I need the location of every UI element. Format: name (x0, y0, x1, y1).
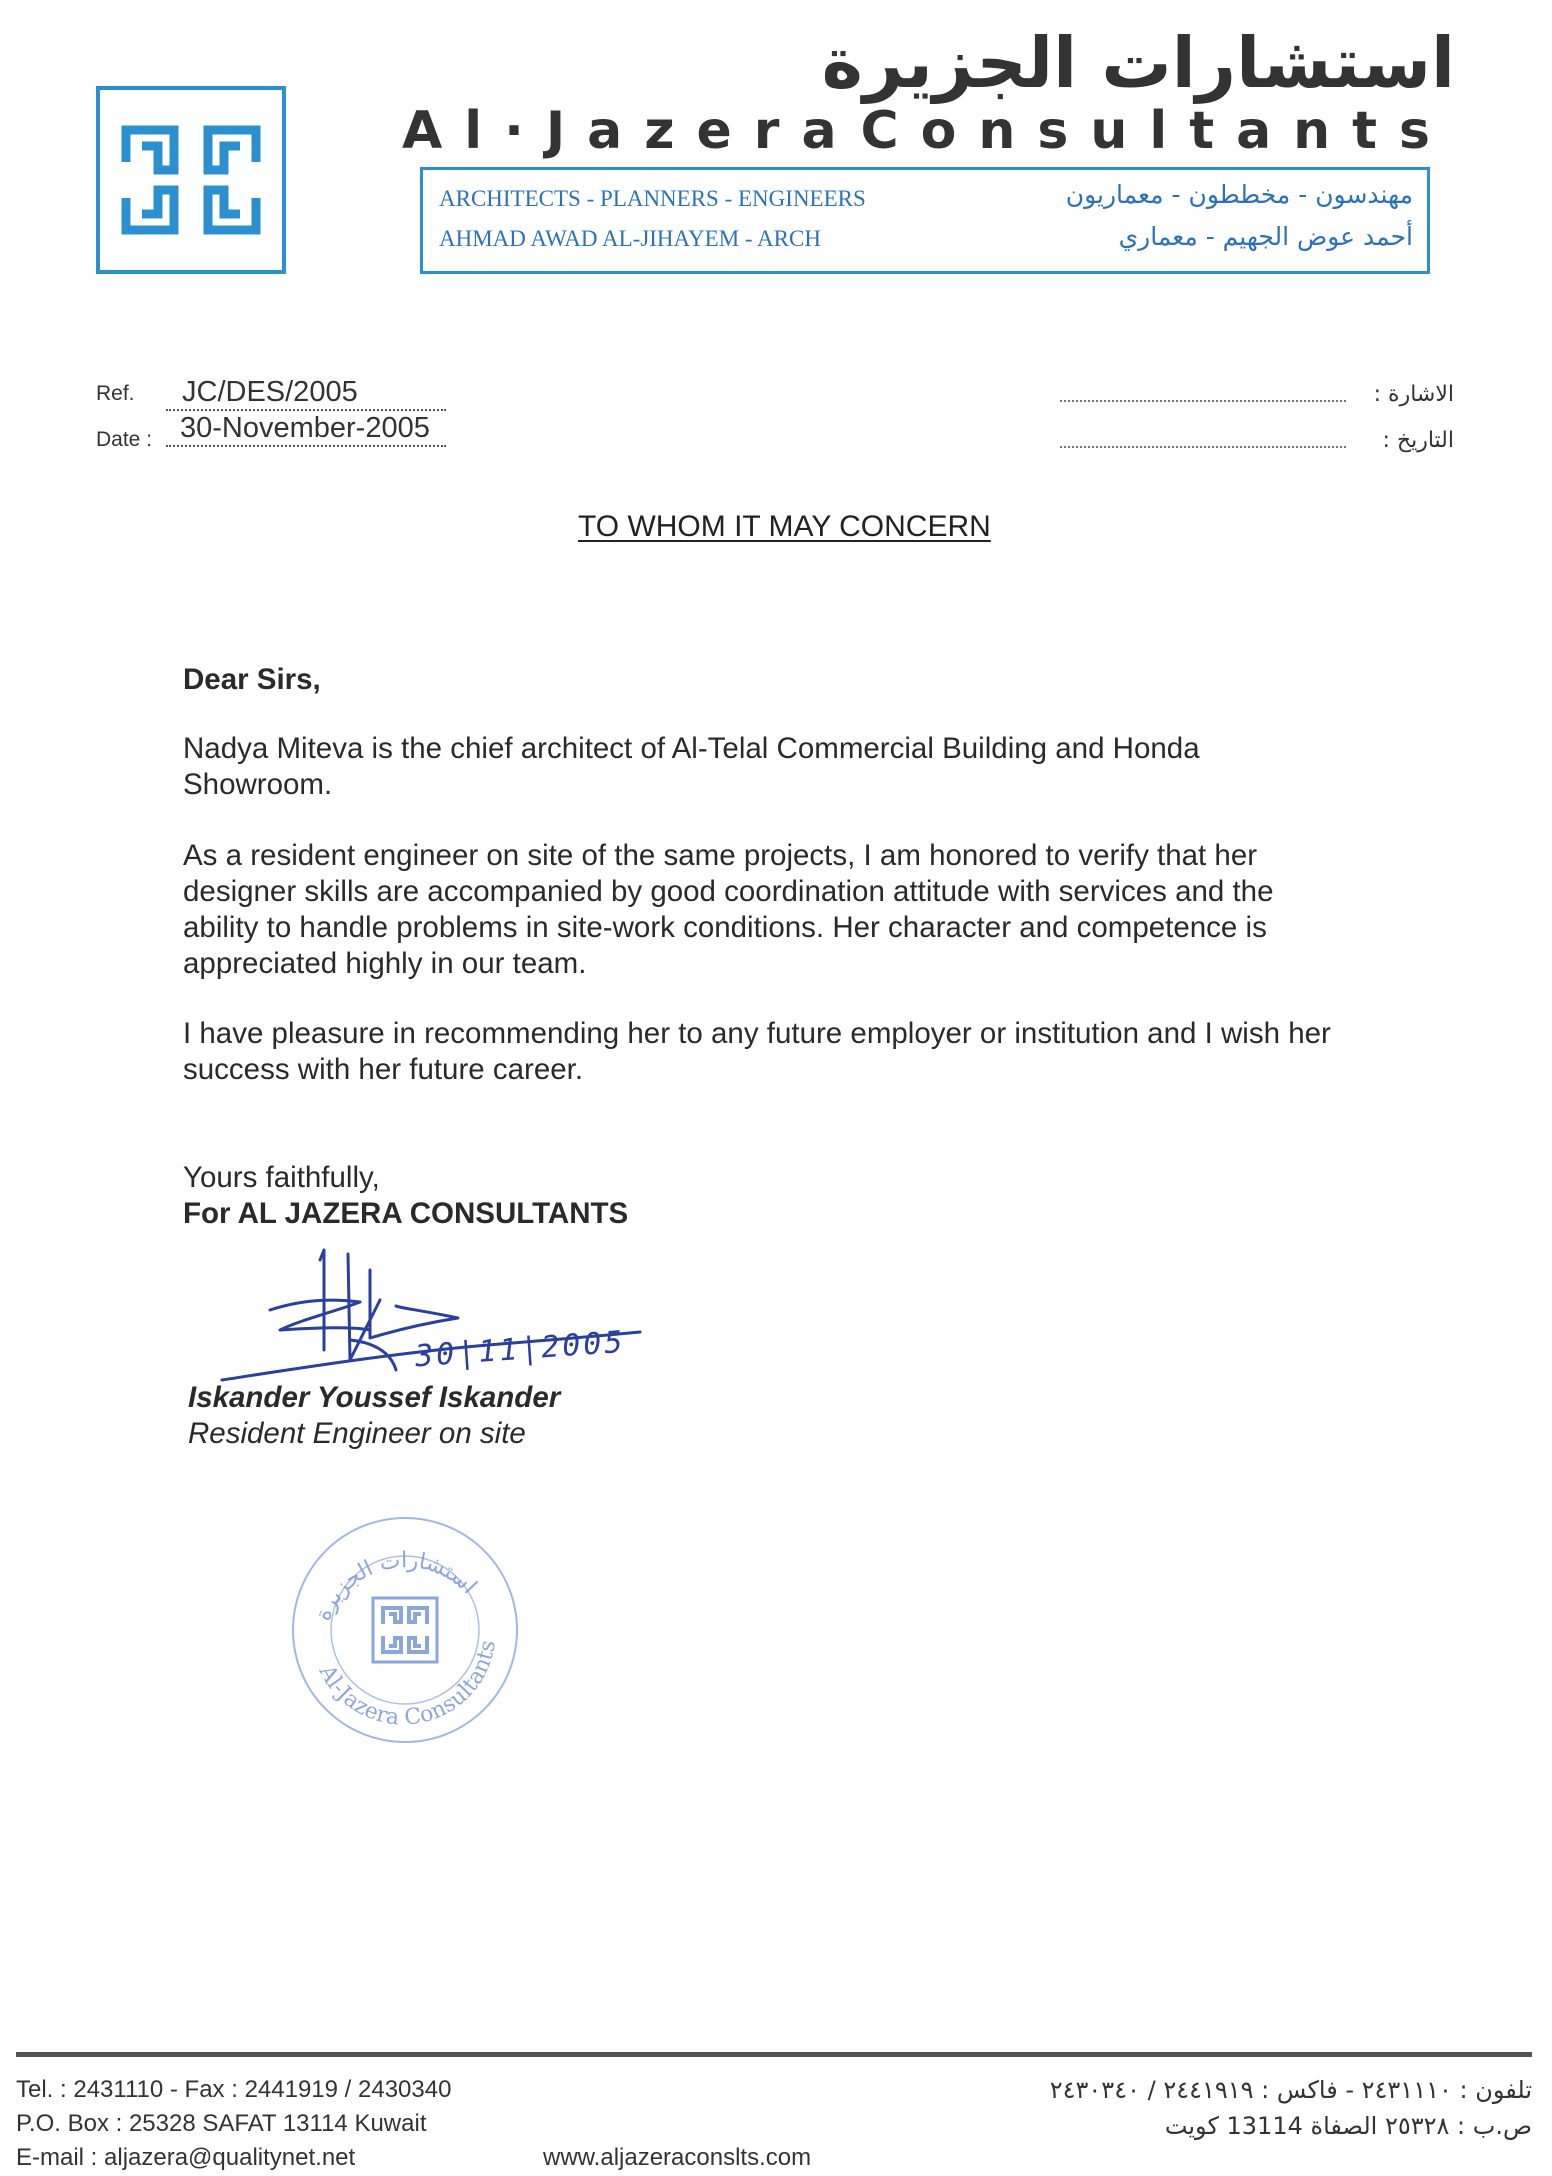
svg-text:Al-Jazera Consultants: Al-Jazera Consultants (313, 1638, 501, 1731)
footer-divider (16, 2052, 1532, 2057)
paragraph-line: Nadya Miteva is the chief architect of Al-Telal Commercial Building and Honda (183, 732, 1200, 765)
salutation: Dear Sirs, (183, 663, 321, 696)
paragraph-line: Showroom. (183, 768, 333, 801)
signature-date: 30|11|2005 (414, 1324, 627, 1375)
date-label: Date : (96, 428, 153, 451)
ref-field (166, 376, 446, 411)
arabic-company-name: استشارات الجزيرة (821, 22, 1455, 104)
company-logo (96, 86, 286, 274)
ref-label: Ref. (96, 382, 135, 405)
paragraph-1 (183, 731, 1423, 803)
footer-email: E-mail : aljazera@qualitynet.net (16, 2144, 356, 2171)
company-stamp-seal (285, 1510, 525, 1750)
footer-po-box: P.O. Box : 25328 SAFAT 13114 Kuwait (16, 2110, 427, 2137)
ref-value: JC/DES/2005 (182, 376, 358, 408)
footer-ar-pobox: ص.ب : ٢٥٣٢٨ الصفاة 13114 كويت (1164, 2112, 1532, 2140)
date-label-ar: التاريخ : (1382, 428, 1454, 453)
paragraph-line: ability to handle problems in site-work conditions. Her character and competence is (183, 911, 1267, 944)
paragraph-3 (183, 1016, 1423, 1088)
tagline-en-line-1: ARCHITECTS - PLANNERS - ENGINEERS (439, 186, 866, 211)
footer-website[interactable]: www.aljazeraconslts.com (543, 2144, 812, 2171)
date-value: 30-November-2005 (180, 412, 430, 444)
date-ar-dotted-line (1060, 446, 1346, 448)
paragraph-line: success with her future career. (183, 1053, 584, 1086)
paragraph-line: appreciated highly in our team. (183, 947, 587, 980)
ref-label-ar: الاشارة : (1373, 382, 1454, 407)
tagline-ar-line-2: أحمد عوض الجهيم - معماري (1118, 222, 1413, 251)
paragraph-line: As a resident engineer on site of the same projects, I am honored to verify that her (183, 839, 1258, 872)
interlocking-J-logo-icon (100, 90, 282, 270)
company-stamp (285, 1510, 525, 1750)
ref-ar-dotted-line (1060, 400, 1346, 402)
svg-text:استشارات الجزيرة: استشارات الجزيرة (310, 1547, 482, 1625)
closing: Yours faithfully, (183, 1161, 380, 1194)
paragraph-2 (183, 838, 1423, 982)
tagline-ar-line-1: مهندسون - مخططون - معماريون (1065, 180, 1413, 209)
paragraph-line: I have pleasure in recommending her to any future employer or institution and I wish her (183, 1017, 1331, 1050)
latin-company-name (402, 100, 1452, 162)
letter-subject: TO WHOM IT MAY CONCERN (578, 510, 991, 543)
latin-name-word-1: Al·Jazera (402, 101, 859, 161)
footer-tel-fax: Tel. : 2431110 - Fax : 2441919 / 2430340 (16, 2076, 452, 2103)
signer-title: Resident Engineer on site (188, 1417, 526, 1450)
tagline-en-line-2: AHMAD AWAD AL-JIHAYEM - ARCH (439, 226, 821, 251)
latin-name-word-2: Consultants (860, 101, 1452, 161)
company-signoff: For AL JAZERA CONSULTANTS (183, 1197, 629, 1230)
paragraph-line: designer skills are accompanied by good coordination attitude with services and the (183, 875, 1274, 908)
tagline-box (420, 167, 1430, 274)
date-field (166, 412, 446, 447)
signer-name: Iskander Youssef Iskander (188, 1381, 561, 1414)
footer-ar-phone: تلفون : ٢٤٣١١١٠ - فاكس : ٢٤٤١٩١٩ / ٢٤٣٠٣٤٠ (1049, 2076, 1532, 2104)
